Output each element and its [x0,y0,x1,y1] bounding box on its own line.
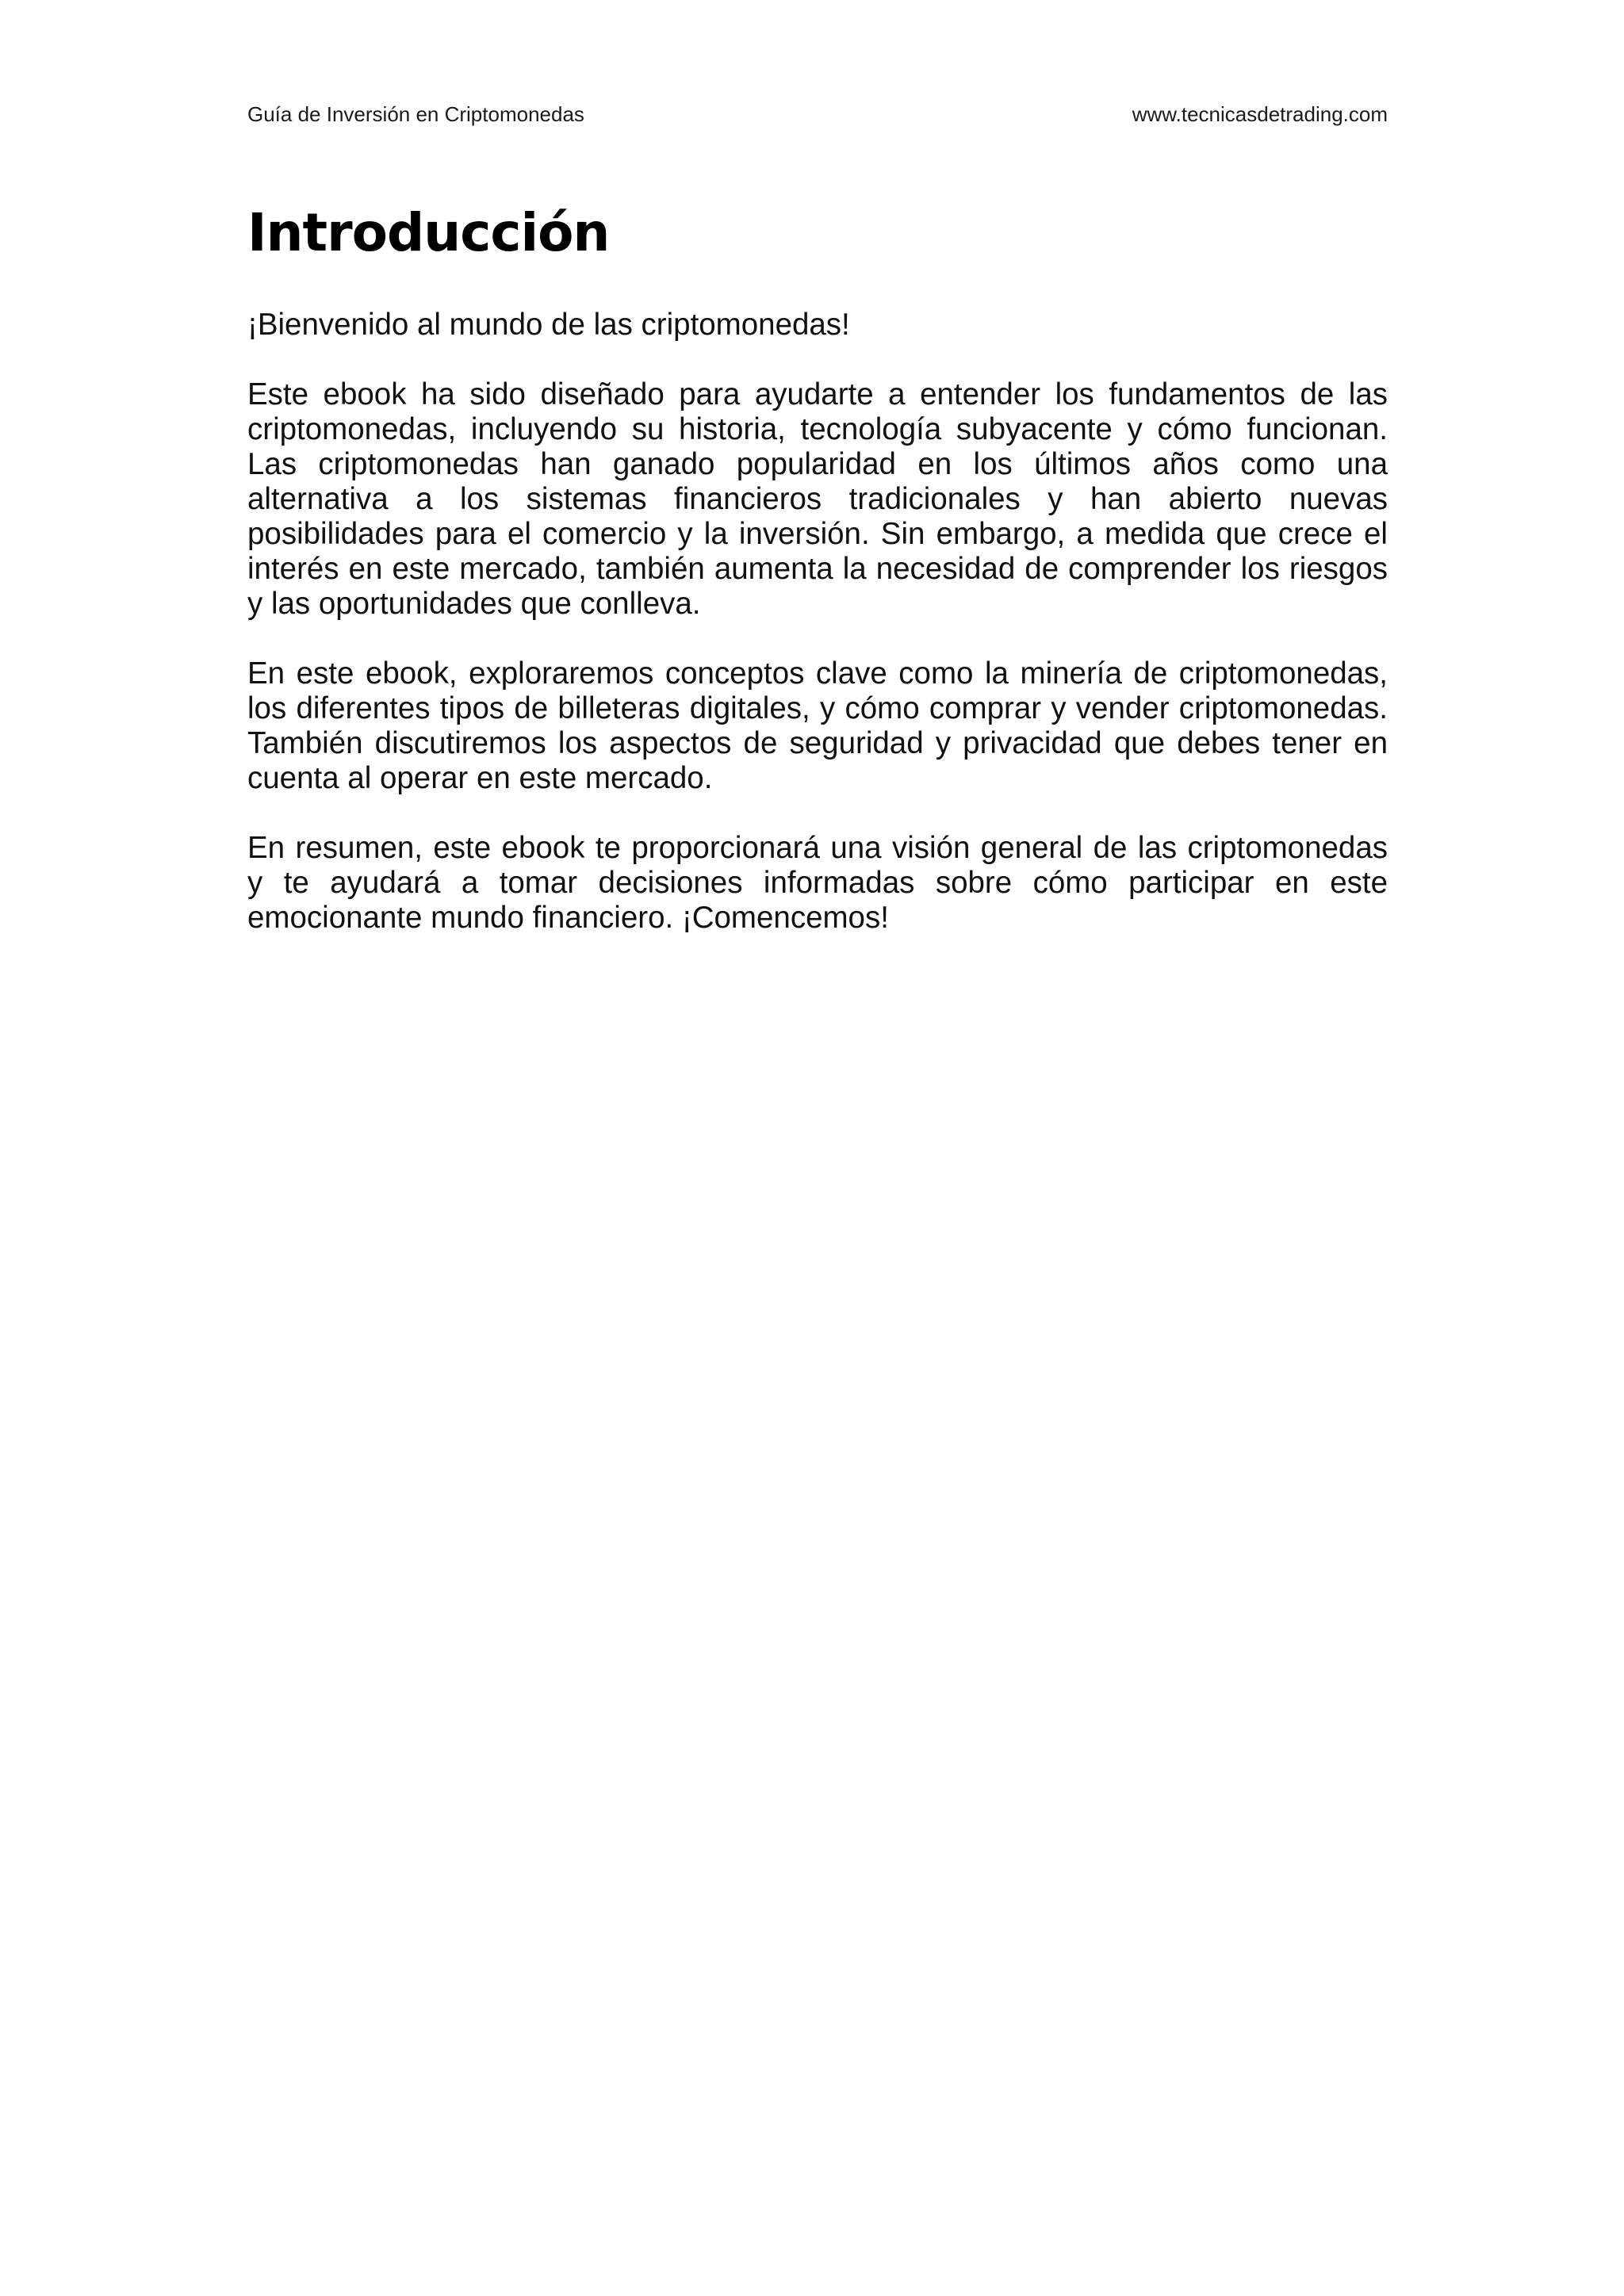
chapter-title: Introducción [247,202,610,263]
paragraph-summary: En resumen, este ebook te proporcionará una visión general de las criptomonedas y te ayudará a tomar decisiones informadas sobre cómo participar en este emocionante mundo financiero. ¡Comencemos! [247,831,1388,935]
header-book-title: Guía de Inversión en Criptomonedas [247,102,584,126]
running-header [247,97,1388,132]
chapter-content [247,190,1388,970]
paragraph-intro: Este ebook ha sido diseñado para ayudarte a entender los fundamentos de las criptomonedas, incluyendo su historia, tecnología subyacente y cómo funcionan. Las criptomonedas han ganado popularidad en los últimos años como una alternativa a los sistemas financieros tradicionales y han abierto nuevas posibilidades para el comercio y la inversión. Sin embargo, a medida que crece el interés en este mercado, también aumenta la necesidad de comprender los riesgos y las oportunidades que conlleva. [247,377,1388,621]
paragraph-topics: En este ebook, exploraremos conceptos clave como la minería de criptomonedas, los diferentes tipos de billeteras digitales, y cómo comprar y vender criptomonedas. También discutiremos los aspectos de seguridad y privacidad que debes tener en cuenta al operar en este mercado. [247,656,1388,795]
header-website: www.tecnicasdetrading.com [1132,102,1388,126]
welcome-line: ¡Bienvenido al mundo de las criptomonedas! [247,308,850,342]
